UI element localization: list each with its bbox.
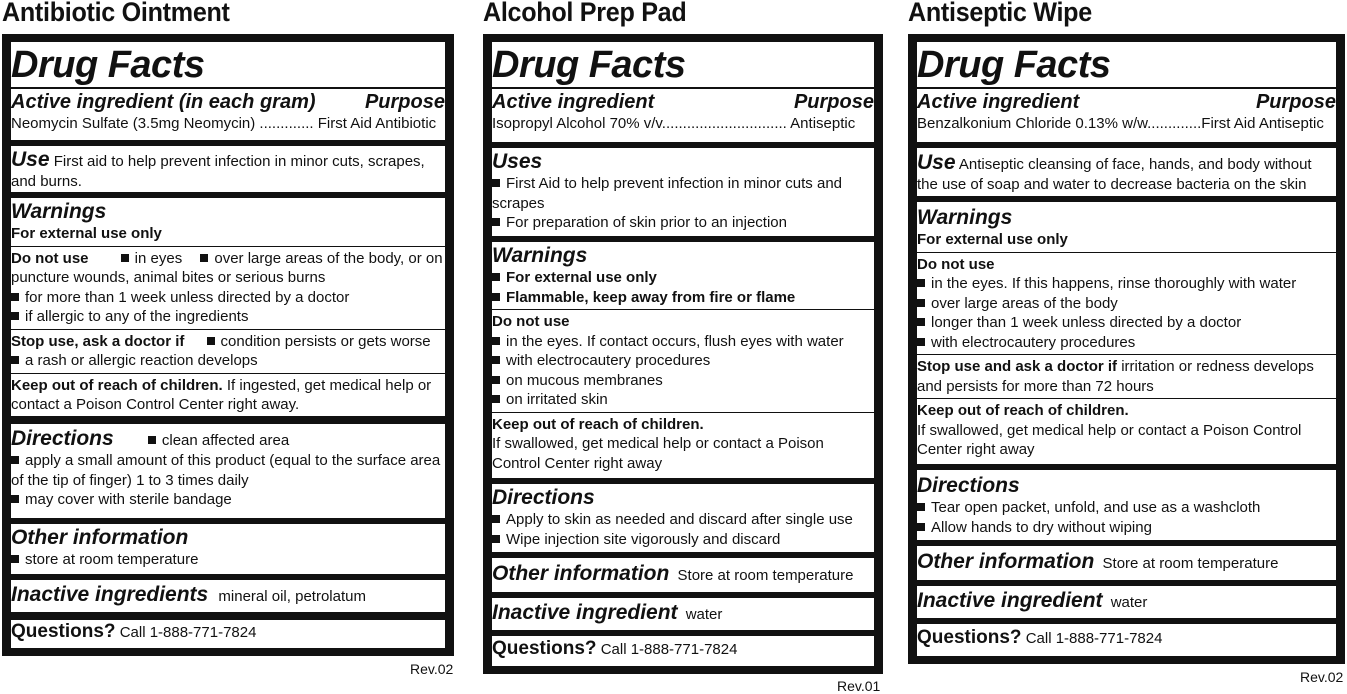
product-title: Antiseptic Wipe <box>908 0 1092 27</box>
other-info-text: Store at room temperature <box>1102 555 1279 572</box>
list-item: a rash or allergic reaction develops <box>11 351 445 371</box>
inactive-text: mineral oil, petrolatum <box>218 588 366 605</box>
list-item: condition persists or gets worse <box>220 332 431 350</box>
inactive-heading: Inactive ingredient <box>917 589 1103 612</box>
directions-heading: Directions <box>917 474 1020 497</box>
keep-out-text: If ingested, get medical help or contact a Poison Control Center right away. <box>11 376 432 413</box>
directions-panel <box>11 424 445 518</box>
list-item: Wipe injection site vigorously and discard <box>492 530 874 550</box>
use-text: Antiseptic cleansing of face, hands, and body without the use of soap and water to decrease bacteria on the skin <box>917 156 1312 193</box>
bullet-icon <box>492 273 500 281</box>
drug-facts-heading: Drug Facts <box>492 44 686 86</box>
bullet-icon <box>492 337 500 345</box>
directions-row <box>11 427 445 451</box>
questions-label: Questions? <box>917 627 1022 648</box>
questions-label: Questions? <box>11 621 116 642</box>
keep-out-label: Keep out of reach of children. <box>11 376 223 394</box>
active-header-row <box>917 90 1336 114</box>
bullet-icon <box>492 356 500 364</box>
questions-panel <box>11 620 445 648</box>
list-item: longer than 1 week unless directed by a doctor <box>917 313 1336 333</box>
do-not-use-label: Do not use <box>917 255 995 273</box>
inactive-row <box>917 589 1336 613</box>
warnings-panel <box>492 242 874 478</box>
other-info-heading: Other information <box>11 526 189 549</box>
other-info-heading: Other information <box>492 562 670 585</box>
bullet-icon <box>917 318 925 326</box>
other-info-row <box>492 562 874 586</box>
bullet-icon <box>11 312 19 320</box>
drug-facts-heading: Drug Facts <box>917 44 1111 86</box>
other-info-row <box>917 550 1336 574</box>
divider <box>11 329 445 330</box>
warnings-heading: Warnings <box>917 206 1013 229</box>
inactive-panel <box>492 598 874 630</box>
active-ingredient-header: Active ingredient (in each gram) <box>11 91 316 113</box>
inactive-row <box>492 601 874 625</box>
list-item: in the eyes. If contact occurs, flush eyes with water <box>492 332 874 352</box>
list-item: with electrocautery procedures <box>917 333 1336 353</box>
active-ingredient-panel <box>11 42 445 140</box>
list-item: over large areas of the body, or on puncture wounds, animal bites or serious burns <box>11 249 443 286</box>
active-ingredient-line: Isopropyl Alcohol 70% v/v.............................. Antiseptic <box>492 115 856 132</box>
list-item: For external use only <box>492 268 874 288</box>
divider <box>492 412 874 413</box>
divider <box>917 398 1336 399</box>
keep-out-label: Keep out of reach of children. <box>492 415 704 433</box>
divider <box>11 246 445 247</box>
divider <box>492 309 874 310</box>
active-ingredient-line: Benzalkonium Chloride 0.13% w/w.............First Aid Antiseptic <box>917 115 1324 132</box>
use-heading: Use <box>917 151 956 174</box>
bullet-icon <box>492 376 500 384</box>
do-not-use-label: Do not use <box>492 313 570 330</box>
questions-row <box>492 639 874 660</box>
bullet-icon <box>917 279 925 287</box>
external-use-text: For external use only <box>11 225 162 242</box>
other-info-panel <box>11 524 445 574</box>
warnings-panel <box>917 202 1336 464</box>
revision-label: Rev.02 <box>1300 669 1344 685</box>
warnings-panel <box>11 198 445 416</box>
use-heading: Use <box>11 148 50 171</box>
list-item: in the eyes. If this happens, rinse thoroughly with water <box>917 274 1336 294</box>
divider <box>917 354 1336 355</box>
other-info-text: Store at room temperature <box>677 567 854 584</box>
questions-text: Call 1-888-771-7824 <box>119 624 257 641</box>
bullet-icon <box>492 395 500 403</box>
bullet-icon <box>11 293 19 301</box>
external-use-text: For external use only <box>917 231 1068 248</box>
inactive-heading: Inactive ingredient <box>492 601 678 624</box>
inactive-panel <box>917 586 1336 618</box>
stop-use-text: irritation or redness develops and persists for more than 72 hours <box>917 358 1314 395</box>
list-item: in eyes <box>134 249 183 267</box>
bullet-icon <box>492 515 500 523</box>
other-info-panel <box>917 546 1336 580</box>
active-header-row <box>11 90 445 114</box>
keep-out-text: If swallowed, get medical help or contact a Poison Control Center right away <box>492 435 824 472</box>
keep-out-section <box>11 376 445 415</box>
questions-text: Call 1-888-771-7824 <box>600 641 738 658</box>
questions-row <box>917 628 1336 649</box>
list-item: First Aid to help prevent infection in minor cuts and scrapes <box>492 175 843 212</box>
inactive-heading: Inactive ingredients <box>11 583 209 606</box>
questions-label: Questions? <box>492 638 597 659</box>
questions-text: Call 1-888-771-7824 <box>1025 630 1163 647</box>
revision-label: Rev.02 <box>410 661 454 677</box>
list-item: apply a small amount of this product (equal to the surface area of the tip of finger) 1 to 3 times daily <box>11 452 441 489</box>
use-panel <box>11 146 445 192</box>
product-title: Alcohol Prep Pad <box>483 0 687 27</box>
bullet-icon <box>917 523 925 531</box>
list-item: for more than 1 week unless directed by a doctor <box>11 288 445 308</box>
use-section <box>917 151 1336 195</box>
active-ingredient-panel <box>917 42 1336 142</box>
bullet-icon <box>11 456 19 464</box>
stop-use-label: Stop use and ask a doctor if <box>917 358 1118 375</box>
directions-panel <box>492 484 874 552</box>
drug-facts-box <box>2 34 454 656</box>
list-item: Flammable, keep away from fire or flame <box>492 288 874 308</box>
bullet-icon <box>492 535 500 543</box>
directions-panel <box>917 470 1336 540</box>
use-panel <box>917 148 1336 196</box>
product-title: Antibiotic Ointment <box>2 0 230 27</box>
keep-out-text: If swallowed, get medical help or contact a Poison Control Center right away <box>917 421 1302 458</box>
list-item: For preparation of skin prior to an injection <box>492 213 874 233</box>
purpose-header: Purpose <box>793 91 874 113</box>
purpose-header: Purpose <box>364 91 445 113</box>
questions-panel <box>917 624 1336 656</box>
stop-use-section <box>917 357 1336 396</box>
warnings-heading: Warnings <box>492 244 588 267</box>
uses-heading: Uses <box>492 150 543 173</box>
revision-label: Rev.01 <box>837 678 881 694</box>
list-item: store at room temperature <box>11 550 445 570</box>
list-item: over large areas of the body <box>917 294 1336 314</box>
divider <box>11 87 445 89</box>
questions-panel <box>492 636 874 666</box>
divider <box>11 373 445 374</box>
active-ingredient-line: Neomycin Sulfate (3.5mg Neomycin) ............. First Aid Antibiotic <box>11 115 437 132</box>
active-ingredient-panel <box>492 42 874 142</box>
other-info-panel <box>492 558 874 592</box>
uses-panel <box>492 148 874 236</box>
directions-heading: Directions <box>492 486 595 509</box>
drug-facts-box <box>483 34 883 674</box>
bullet-icon <box>11 555 19 563</box>
do-not-use-label: Do not use <box>11 249 89 267</box>
list-item: Tear open packet, unfold, and use as a washcloth <box>917 498 1336 518</box>
stop-use-label: Stop use, ask a doctor if <box>11 332 185 350</box>
bullet-icon <box>148 436 156 444</box>
purpose-header: Purpose <box>1255 91 1336 113</box>
list-item: may cover with sterile bandage <box>11 490 445 510</box>
bullet-icon <box>207 337 215 345</box>
list-item: Allow hands to dry without wiping <box>917 518 1336 538</box>
active-ingredient-header: Active ingredient <box>917 91 1080 113</box>
warnings-heading: Warnings <box>11 200 107 223</box>
directions-heading: Directions <box>11 427 114 450</box>
bullet-icon <box>917 503 925 511</box>
bullet-icon <box>121 254 129 262</box>
list-item: with electrocautery procedures <box>492 351 874 371</box>
divider <box>492 87 874 89</box>
active-header-row <box>492 90 874 114</box>
drug-facts-heading: Drug Facts <box>11 44 205 86</box>
do-not-use-row <box>11 249 445 288</box>
bullet-icon <box>917 299 925 307</box>
active-ingredient-header: Active ingredient <box>492 91 655 113</box>
bullet-icon <box>492 218 500 226</box>
inactive-text: water <box>1110 594 1148 611</box>
divider <box>917 252 1336 253</box>
inactive-text: water <box>685 606 723 623</box>
list-item: on irritated skin <box>492 390 874 410</box>
questions-row <box>11 622 445 643</box>
list-item: Apply to skin as needed and discard after single use <box>492 510 874 530</box>
list-item: on mucous membranes <box>492 371 874 391</box>
other-info-heading: Other information <box>917 550 1095 573</box>
use-section <box>11 148 445 192</box>
bullet-icon <box>200 254 208 262</box>
stop-use-row <box>11 332 445 352</box>
keep-out-label: Keep out of reach of children. <box>917 402 1129 419</box>
bullet-icon <box>917 338 925 346</box>
divider <box>917 87 1336 89</box>
use-text: First aid to help prevent infection in minor cuts, scrapes, and burns. <box>11 153 425 190</box>
inactive-panel <box>11 580 445 612</box>
drug-facts-box <box>908 34 1345 664</box>
bullet-icon <box>492 179 500 187</box>
bullet-icon <box>11 495 19 503</box>
list-item: clean affected area <box>161 432 290 449</box>
inactive-row <box>11 583 445 607</box>
list-item: if allergic to any of the ingredients <box>11 307 445 327</box>
bullet-icon <box>492 293 500 301</box>
bullet-icon <box>11 356 19 364</box>
